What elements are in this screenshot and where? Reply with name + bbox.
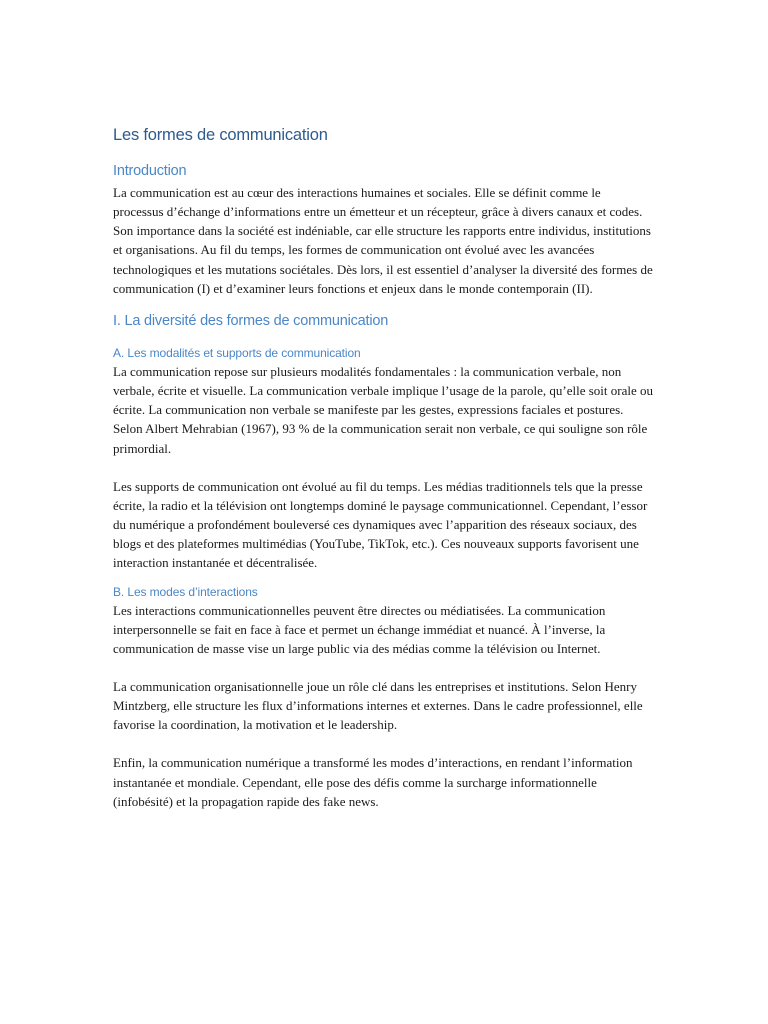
introduction-heading: Introduction [113,163,187,179]
subsection-b-paragraph-2: La communication organisationnelle joue un rôle clé dans les entreprises et institutions. Selon Henry Mintzberg, elle structure les flux d’informations internes et externes. Dans le cadre professionnel, elle favorise la coordination, la motivation et le leadership. [113,678,643,733]
subsection-b-paragraph-1: Les interactions communicationnelles peuvent être directes ou médiatisées. La communication interpersonnelle se fait en face à face et permet un échange immédiat et nuancé. À l’inverse, la communication de masse vise un large public via des médias comme la télévision ou Internet. [113,602,606,656]
subsection-a-paragraph-1: La communication repose sur plusieurs modalités fondamentales : la communication verbale, non verbale, écrite et visuelle. La communication verbale implique l’usage de la parole, qu’elle soit orale ou écrite. La communication non verbale se manifeste par les gestes, expressions faciales et postures. Selon Albert Mehrabian (1967), 93 % de la communication serait non verbale, ce qui souligne son rôle primordial. [113,363,654,456]
subsection-b-paragraph-3: Enfin, la communication numérique a transformé les modes d’interactions, en rendant l’information instantanée et mondiale. Cependant, elle pose des défis comme la surcharge informationnelle (infobésité) et la propagation rapide des fake news. [113,755,633,809]
introduction-paragraph: La communication est au cœur des interactions humaines et sociales. Elle se définit comme le processus d’échange d’informations entre un émetteur et un récepteur, grâce à divers canaux et codes. Son importance dans la société est indéniable, car elle structure les rapports entre individus, institutions et organisations. Au fil du temps, les formes de communication ont évolué avec les avancées technologiques et les mutations sociétales. Dès lors, il est essentiel d’analyser la diversité des formes de communication (I) et d’examiner leurs fonctions et enjeux dans le monde contemporain (II). [113,185,653,296]
document-title: Les formes de communication [113,126,328,144]
subsection-a-paragraph-2: Les supports de communication ont évolué au fil du temps. Les médias traditionnels tels que la presse écrite, la radio et la télévision ont longtemps dominé le paysage communicationnel. Cependant, l’essor du numérique a profondément bouleversé ces dynamiques avec l’apparition des réseaux sociaux, des blogs et des plateformes multimédias (YouTube, TikTok, etc.). Ces nouveaux supports favorisent une interaction instantanée et décentralisée. [113,478,648,571]
document-body [113,124,653,811]
subsection-a-heading: A. Les modalités et supports de communication [113,345,361,360]
subsection-b-heading: B. Les modes d’interactions [113,584,258,599]
section-1-heading: I. La diversité des formes de communication [113,312,389,329]
